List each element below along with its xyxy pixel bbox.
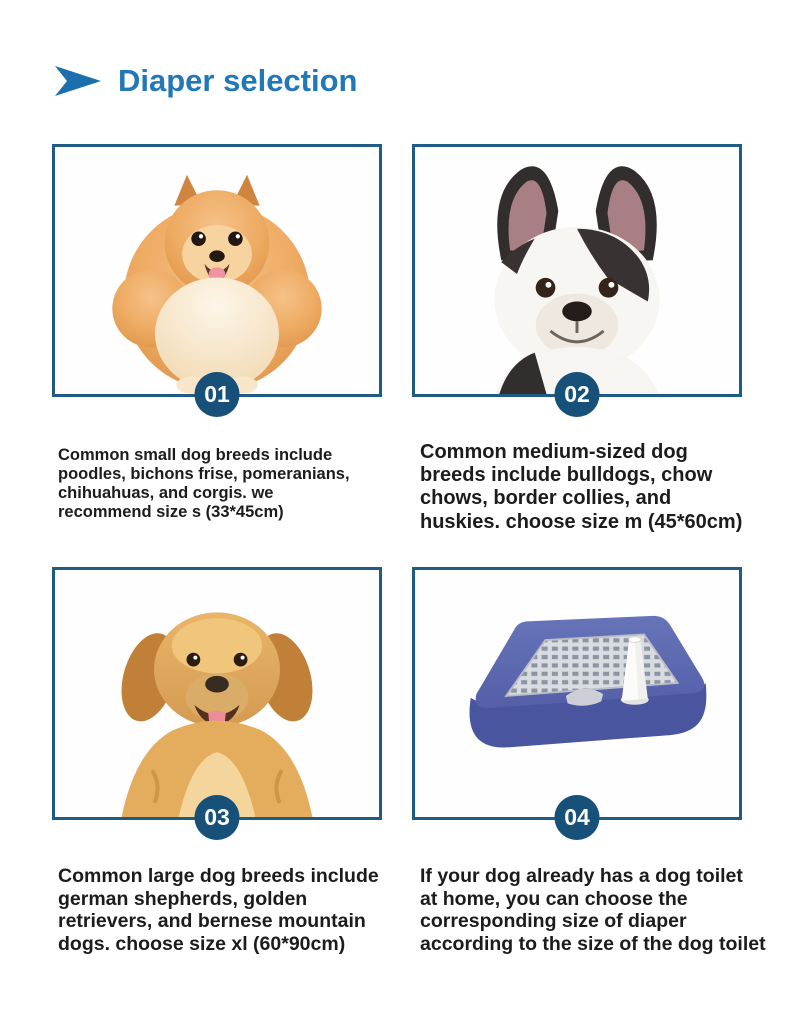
pomeranian-dog-photo <box>91 161 343 394</box>
section-title: Diaper selection <box>118 63 358 98</box>
right-arrowhead-icon <box>55 65 101 97</box>
description-line: at home, you can choose the <box>420 887 688 910</box>
description-line: recommend size s (33*45cm) <box>58 503 284 522</box>
golden-retriever-photo <box>84 575 350 817</box>
card-number-badge: 02 <box>555 372 600 417</box>
card-image-wrapper <box>415 570 739 817</box>
description-line: corresponding size of diaper <box>420 910 687 933</box>
dog-toilet-tray-photo <box>437 586 717 791</box>
description-line: breeds include bulldogs, chow <box>420 464 713 487</box>
description-line: dogs. choose size xl (60*90cm) <box>58 932 346 955</box>
description-line: chihuahuas, and corgis. we <box>58 484 274 503</box>
card-number-badge: 04 <box>555 795 600 840</box>
description-line: huskies. choose size m (45*60cm) <box>420 510 743 533</box>
card-number-badge: 03 <box>195 795 240 840</box>
description-line: If your dog already has a dog toilet <box>420 865 743 887</box>
description-large-dogs <box>58 865 379 955</box>
card-number-badge: 01 <box>195 372 240 417</box>
french-bulldog-photo <box>444 152 710 394</box>
card-dog-toilet <box>412 567 742 830</box>
description-line: Common large dog breeds include <box>58 865 379 887</box>
card-large-dogs <box>52 567 382 830</box>
description-line: Common small dog breeds include <box>58 446 333 464</box>
description-line: retrievers, and bernese mountain <box>58 910 366 933</box>
section-header <box>55 58 357 104</box>
card-image-wrapper <box>415 147 739 394</box>
description-medium-dogs <box>420 441 742 534</box>
description-small-dogs <box>58 446 350 523</box>
description-line: poodles, bichons frise, pomeranians, <box>58 465 350 484</box>
description-dog-toilet <box>420 865 766 955</box>
description-line: according to the size of the dog toilet <box>420 932 766 955</box>
description-line: chows, border collies, and <box>420 487 672 510</box>
card-image-wrapper <box>55 570 379 817</box>
description-line: Common medium-sized dog <box>420 441 688 463</box>
card-small-dogs <box>52 144 382 407</box>
card-medium-dogs <box>412 144 742 407</box>
description-line: german shepherds, golden <box>58 887 308 910</box>
card-image-wrapper <box>55 147 379 394</box>
